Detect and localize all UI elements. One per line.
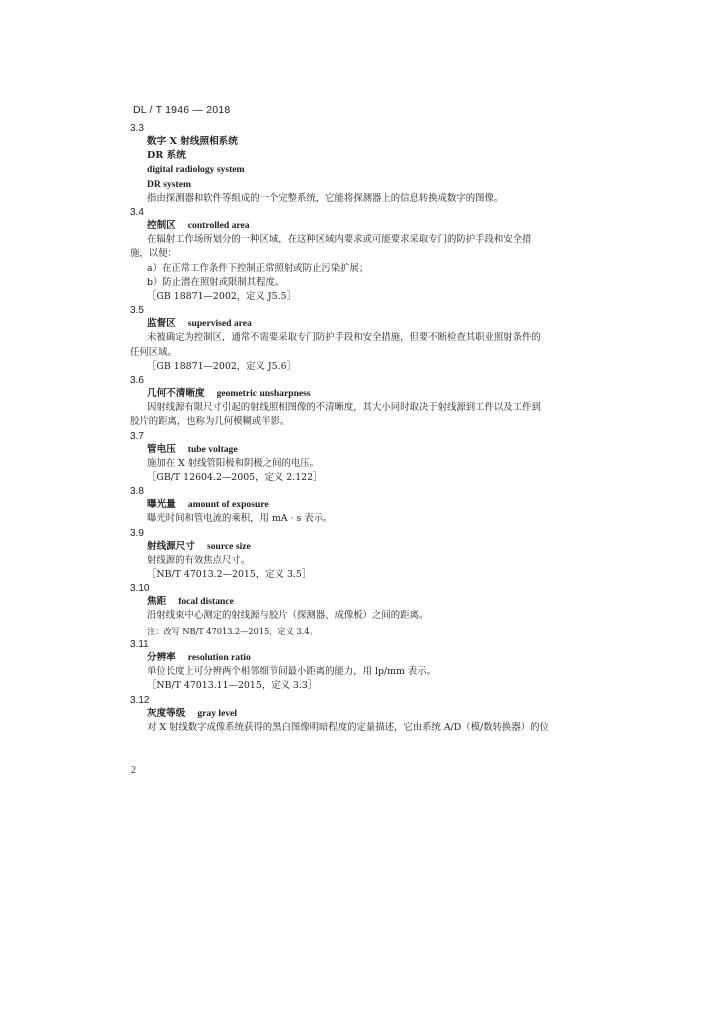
term-entry [0, 206, 724, 304]
term-en: source size [206, 540, 251, 552]
term-en: geometric unsharpness [216, 388, 311, 400]
term-entry [0, 582, 724, 638]
source-reference: ［NB/T 47013.2—2015，定义 3.5］ [147, 569, 312, 581]
term-entry [0, 527, 724, 583]
clause-number: 3.3 [130, 123, 144, 134]
term-note: 注：改写 NB/T 47013.2—2015，定义 3.4。 [147, 625, 318, 636]
term-heading [147, 219, 567, 233]
term-definition: 曝光时间和管电流的乘积，用 mA · s 表示。 [147, 513, 333, 525]
source-reference: ［GB 18871—2002，定义 J5.5］ [147, 291, 296, 303]
term-definition-continued: 施，以便： [130, 248, 177, 260]
term-entry [0, 304, 724, 374]
term-definition-continued: 胶片的距离，也称为几何模糊或半影。 [130, 416, 290, 428]
clause-number: 3.4 [130, 207, 144, 219]
term-zh: 焦距 [147, 596, 167, 608]
term-definition: 因射线源有限尺寸引起的射线照相图像的不清晰度，其大小同时取决于射线源到工件以及工件到 [147, 402, 541, 414]
source-reference: ［GB/T 12604.2—2005，定义 2.122］ [147, 472, 323, 484]
term-entry [0, 485, 724, 526]
source-reference: ［NB/T 47013.11—2015，定义 3.3］ [147, 680, 318, 692]
term-definition: 对 X 射线数字成像系统获得的黑白图像明暗程度的定量描述，它由系统 A/D（模/数转换器）的位 [147, 721, 549, 733]
term-entry [0, 122, 724, 206]
term-heading [147, 443, 567, 457]
list-item: b）防止潜在照射或限制其程度。 [147, 276, 285, 288]
clause-number: 3.12 [130, 694, 150, 706]
term-zh: 灰度等级 [147, 707, 186, 719]
term-definition: 单位长度上可分辨两个相邻细节间最小距离的能力，用 lp/mm 表示。 [147, 666, 437, 678]
term-en: amount of exposure [187, 499, 269, 511]
term-definition: 未被确定为控制区，通常不需要采取专门防护手段和安全措施，但要不断检查其职业照射条件的 [147, 332, 541, 344]
clause-number: 3.5 [130, 305, 144, 317]
term-en-abbr: DR system [147, 178, 191, 190]
term-heading [147, 317, 567, 331]
term-zh: 控制区 [147, 220, 176, 232]
term-entry [0, 374, 724, 430]
term-entry [0, 638, 724, 694]
term-definition: 射线源的有效焦点尺寸。 [147, 554, 251, 566]
clause-number: 3.7 [130, 430, 144, 442]
clause-number: 3.6 [130, 375, 144, 387]
term-zh: 曝光量 [147, 499, 176, 511]
term-en: controlled area [187, 220, 250, 232]
term-zh: 分辨率 [147, 651, 176, 663]
clause-number: 3.8 [130, 486, 144, 498]
term-en: resolution ratio [187, 651, 251, 663]
term-en: digital radiology system [147, 164, 245, 176]
term-definition: 沿射线束中心测定的射线源与胶片（探测器、成像板）之间的距离。 [147, 610, 429, 622]
term-definition-continued: 任何区域。 [130, 346, 177, 358]
term-zh-abbr: DR 系统 [147, 150, 186, 162]
term-heading [147, 707, 567, 721]
term-en: tube voltage [187, 443, 238, 455]
term-heading [147, 498, 567, 512]
term-definition: 施加在 X 射线管阳极和阴极之间的电压。 [147, 457, 320, 469]
term-definition: 指由探测器和软件等组成的一个完整系统，它能将探测器上的信息转换成数字的图像。 [147, 192, 504, 204]
term-zh: 射线源尺寸 [147, 540, 195, 552]
list-item: a）在正常工作条件下控制正常照射或防止污染扩展； [147, 262, 369, 274]
clause-number: 3.9 [130, 527, 144, 539]
standard-code-header: DL / T 1946 — 2018 [133, 104, 231, 116]
source-reference: ［GB 18871—2002，定义 J5.6］ [147, 360, 296, 372]
term-definition: 在辐射工作场所划分的一种区域，在这种区域内要求或可能要求采取专门的防护手段和安全措 [147, 234, 532, 246]
term-en: gray level [197, 707, 238, 719]
term-zh: 管电压 [147, 443, 176, 455]
term-zh: 监督区 [147, 318, 176, 330]
clause-number: 3.11 [130, 638, 149, 650]
term-heading [147, 651, 567, 665]
term-heading [147, 387, 567, 401]
term-en: focal distance [178, 596, 234, 608]
term-entries [0, 122, 724, 735]
term-entry [0, 694, 724, 735]
term-heading [147, 595, 567, 609]
term-zh: 几何不清晰度 [147, 388, 205, 400]
term-en: supervised area [187, 318, 252, 330]
clause-number: 3.10 [130, 583, 150, 595]
term-zh: 数字 X 射线照相系统 [147, 136, 238, 147]
term-entry [0, 430, 724, 486]
page-number: 2 [131, 765, 136, 776]
term-heading [147, 540, 567, 554]
